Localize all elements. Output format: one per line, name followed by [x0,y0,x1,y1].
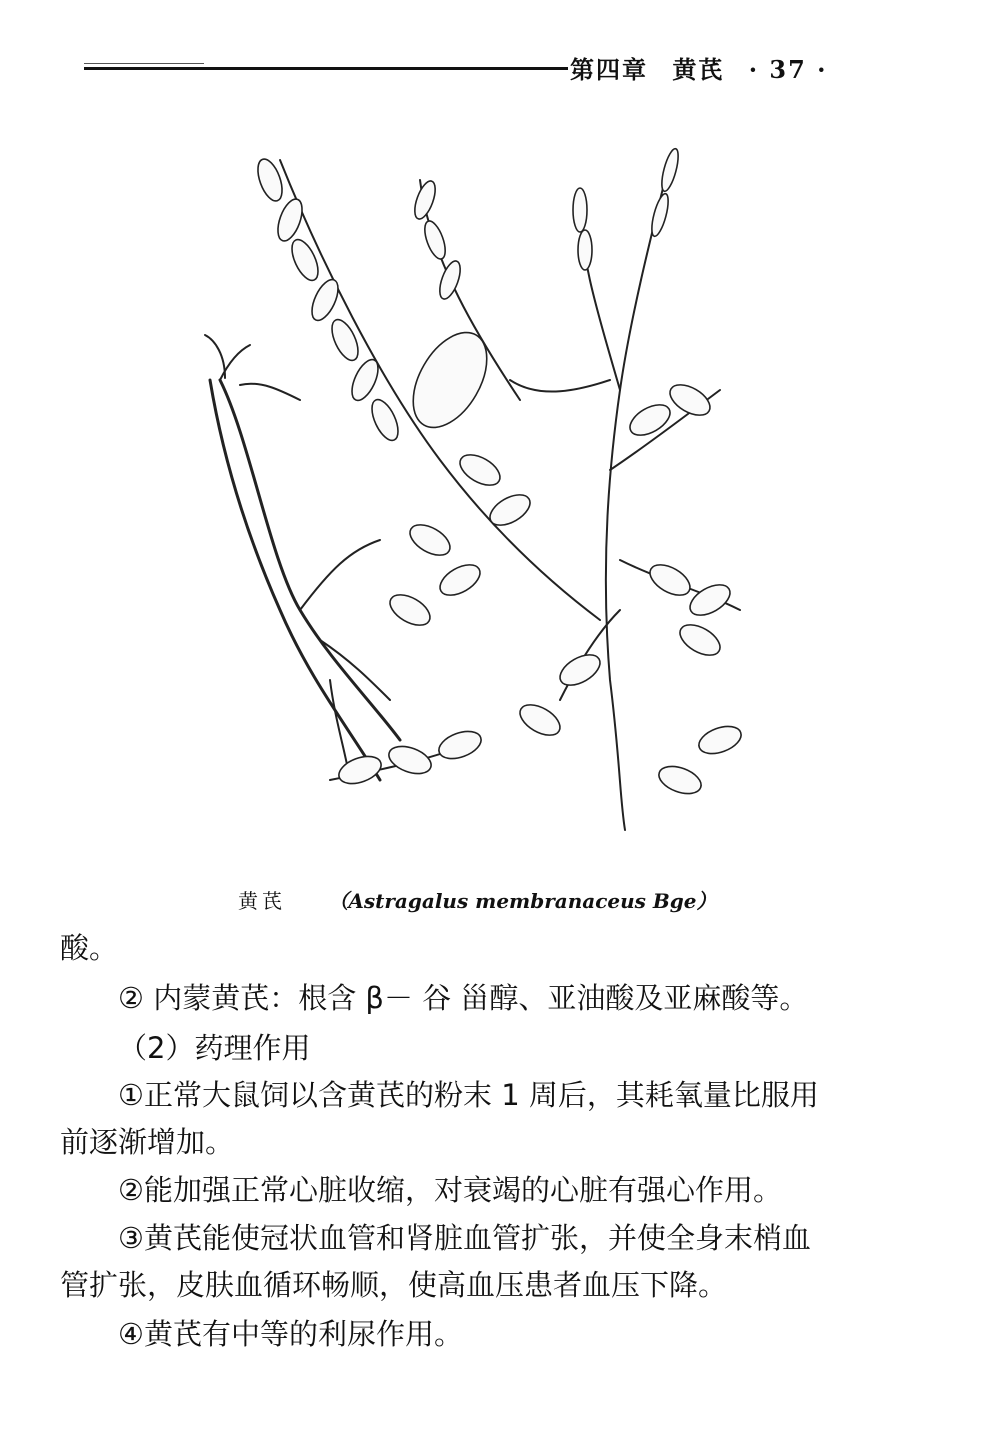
body-line-3: ①正常大鼠饲以含黄芪的粉末 1 周后，其耗氧量比服用 [118,1078,819,1112]
body-line-1: 酸。 [60,931,119,965]
header-rule [84,67,568,70]
body-line-2: ② 内蒙黄芪：根含 β－ 谷 甾醇、亚油酸及亚麻酸等。 [118,981,809,1015]
header-rule-faint [84,63,204,64]
body-line-4: 前逐渐增加。 [60,1125,235,1159]
body-line-6: ③黄芪能使冠状血管和肾脏血管扩张，并使全身末梢血 [118,1221,811,1255]
header-text [570,50,842,85]
page-number: · 37 · [748,55,828,84]
caption-latin: （Astragalus membranaceus Bge） [328,889,717,913]
running-header [84,50,844,90]
body-line-8: ④黄芪有中等的利尿作用。 [118,1317,463,1351]
body-line-5: ②能加强正常心脏收缩，对衰竭的心脏有强心作用。 [118,1173,782,1207]
astragalus-illustration [180,140,750,840]
caption-chinese: 黄芪 [238,889,286,913]
section-heading: （2）药理作用 [118,1031,311,1065]
chapter-title: 黄芪 [672,55,725,84]
chapter-label: 第四章 [570,55,648,84]
figure-caption [238,885,716,914]
body-line-7: 管扩张，皮肤血循环畅顺，使高血压患者血压下降。 [60,1268,728,1302]
